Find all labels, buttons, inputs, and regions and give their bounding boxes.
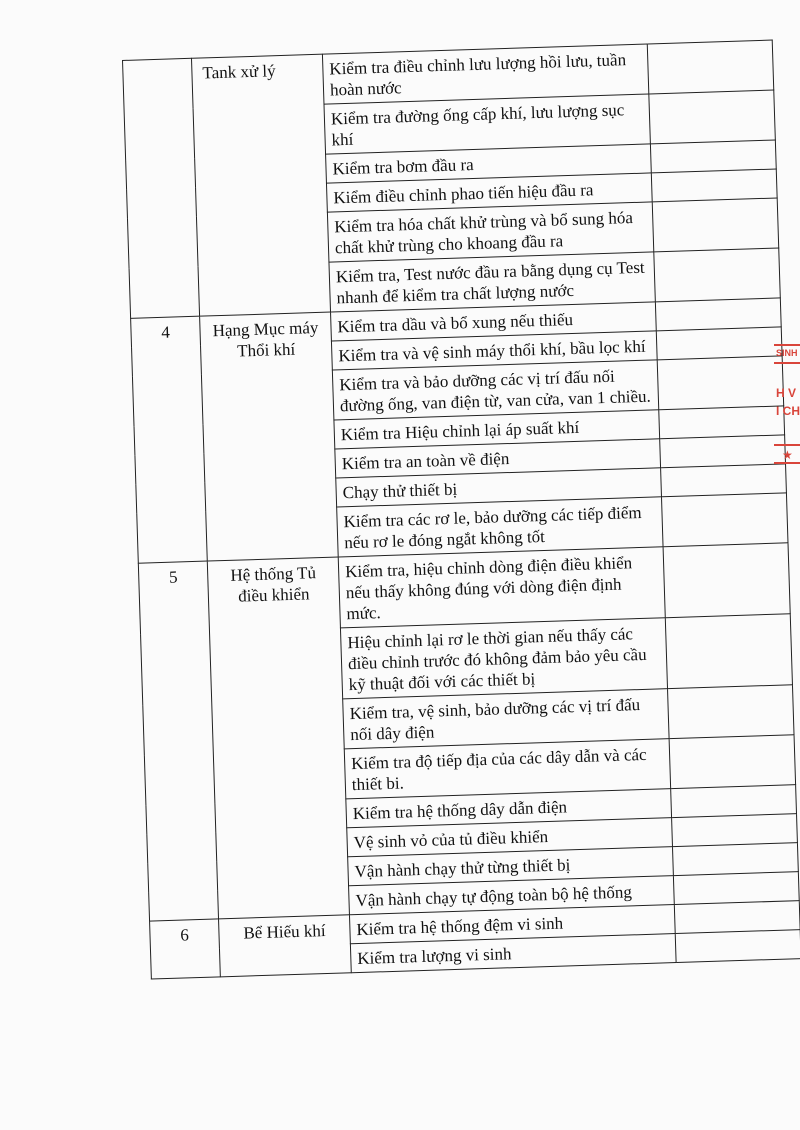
- item-name: Hệ thống Tủ điều khiển: [207, 557, 349, 919]
- check-cell: [655, 298, 781, 331]
- task-description: Kiểm tra độ tiếp địa của các dây dẫn và các thiết bi.: [344, 739, 670, 799]
- stamp-line: [774, 462, 800, 464]
- table-container: [122, 40, 800, 980]
- task-description: Hiệu chỉnh lại rơ le thời gian nếu thấy các điều chỉnh trước đó không đảm bảo yêu cầu kỹ thuật đối với các thiết bị: [340, 618, 667, 699]
- task-description: Kiểm tra, hiệu chỉnh dòng điện điều khiển nếu thấy không đúng với dòng điện định mức.: [338, 547, 665, 628]
- check-cell: [652, 198, 779, 252]
- check-cell: [671, 785, 797, 818]
- task-description: Vệ sinh vỏ của tủ điều khiển: [347, 818, 673, 857]
- check-cell: [660, 435, 786, 468]
- stamp-line: [774, 362, 800, 364]
- check-cell: [672, 843, 798, 876]
- maintenance-table: [122, 40, 800, 980]
- task-description: Kiểm tra đường ống cấp khí, lưu lượng sục khí: [324, 94, 650, 154]
- check-cell: [663, 543, 790, 618]
- task-description: Kiểm tra, vệ sinh, bảo dưỡng các vị trí đấu nối dây điện: [343, 689, 669, 749]
- stamp-line: [774, 444, 800, 446]
- task-description: Vận hành chạy thử từng thiết bị: [348, 847, 674, 886]
- check-cell: [647, 40, 774, 94]
- check-cell: [661, 464, 787, 497]
- check-cell: [665, 614, 792, 689]
- stamp-text-3: I CH: [776, 404, 800, 418]
- row-number: [123, 58, 200, 318]
- check-cell: [669, 735, 796, 789]
- task-description: Kiểm tra an toàn về điện: [335, 439, 661, 478]
- task-description: Kiểm điều chỉnh phao tiến hiệu đầu ra: [326, 173, 652, 212]
- stamp-text-2: H V: [776, 386, 797, 400]
- check-cell: [672, 814, 798, 847]
- check-cell: [654, 248, 781, 302]
- task-description: Kiểm tra dầu và bổ xung nếu thiếu: [331, 302, 657, 341]
- check-cell: [657, 356, 784, 410]
- stamp-star-icon: ★: [782, 448, 793, 462]
- item-name: Hạng Mục máy Thổi khí: [200, 312, 339, 561]
- task-description: Kiểm tra và bảo dưỡng các vị trí đấu nối đường ống, van điện từ, van cửa, van 1 chiều.: [332, 360, 658, 420]
- task-description: Kiểm tra hệ thống đệm vi sinh: [349, 905, 675, 944]
- check-cell: [673, 872, 799, 905]
- check-cell: [661, 493, 788, 547]
- row-number: 6: [150, 919, 221, 979]
- check-cell: [675, 930, 800, 963]
- task-description: Chạy thử thiết bị: [336, 468, 662, 507]
- task-description: Kiểm tra và vệ sinh máy thổi khí, bầu lọc khí: [331, 331, 657, 370]
- task-description: Kiểm tra, Test nước đầu ra bằng dụng cụ Test nhanh để kiểm tra chất lượng nước: [329, 252, 655, 312]
- task-description: Kiểm tra các rơ le, bảo dưỡng các tiếp điểm nếu rơ le đóng ngắt không tốt: [337, 497, 663, 557]
- red-stamp: [772, 340, 800, 470]
- item-name: Bể Hiếu khí: [219, 915, 352, 977]
- task-description: Kiểm tra hóa chất khử trùng và bổ sung hóa chất khử trùng cho khoang đầu ra: [327, 202, 653, 262]
- row-number: 5: [138, 561, 218, 921]
- task-description: Vận hành chạy tự động toàn bộ hệ thống: [349, 876, 675, 915]
- check-cell: [651, 169, 777, 202]
- check-cell: [656, 327, 782, 360]
- check-cell: [650, 140, 776, 173]
- check-cell: [659, 406, 785, 439]
- check-cell: [668, 685, 795, 739]
- task-description: Kiểm tra Hiệu chỉnh lại áp suất khí: [334, 410, 660, 449]
- check-cell: [649, 90, 776, 144]
- task-description: Kiểm tra bơm đầu ra: [326, 144, 652, 183]
- table-body: [123, 40, 800, 979]
- check-cell: [674, 901, 800, 934]
- stamp-text-1: SINH: [776, 348, 798, 358]
- task-description: Kiểm tra lượng vi sinh: [350, 934, 676, 973]
- task-description: Kiểm tra hệ thống dây dẫn điện: [346, 789, 672, 828]
- row-number: 4: [131, 316, 208, 563]
- item-name: Tank xử lý: [191, 54, 330, 316]
- stamp-line: [774, 344, 800, 346]
- task-description: Kiểm tra điều chỉnh lưu lượng hồi lưu, tuần hoàn nước: [322, 44, 648, 104]
